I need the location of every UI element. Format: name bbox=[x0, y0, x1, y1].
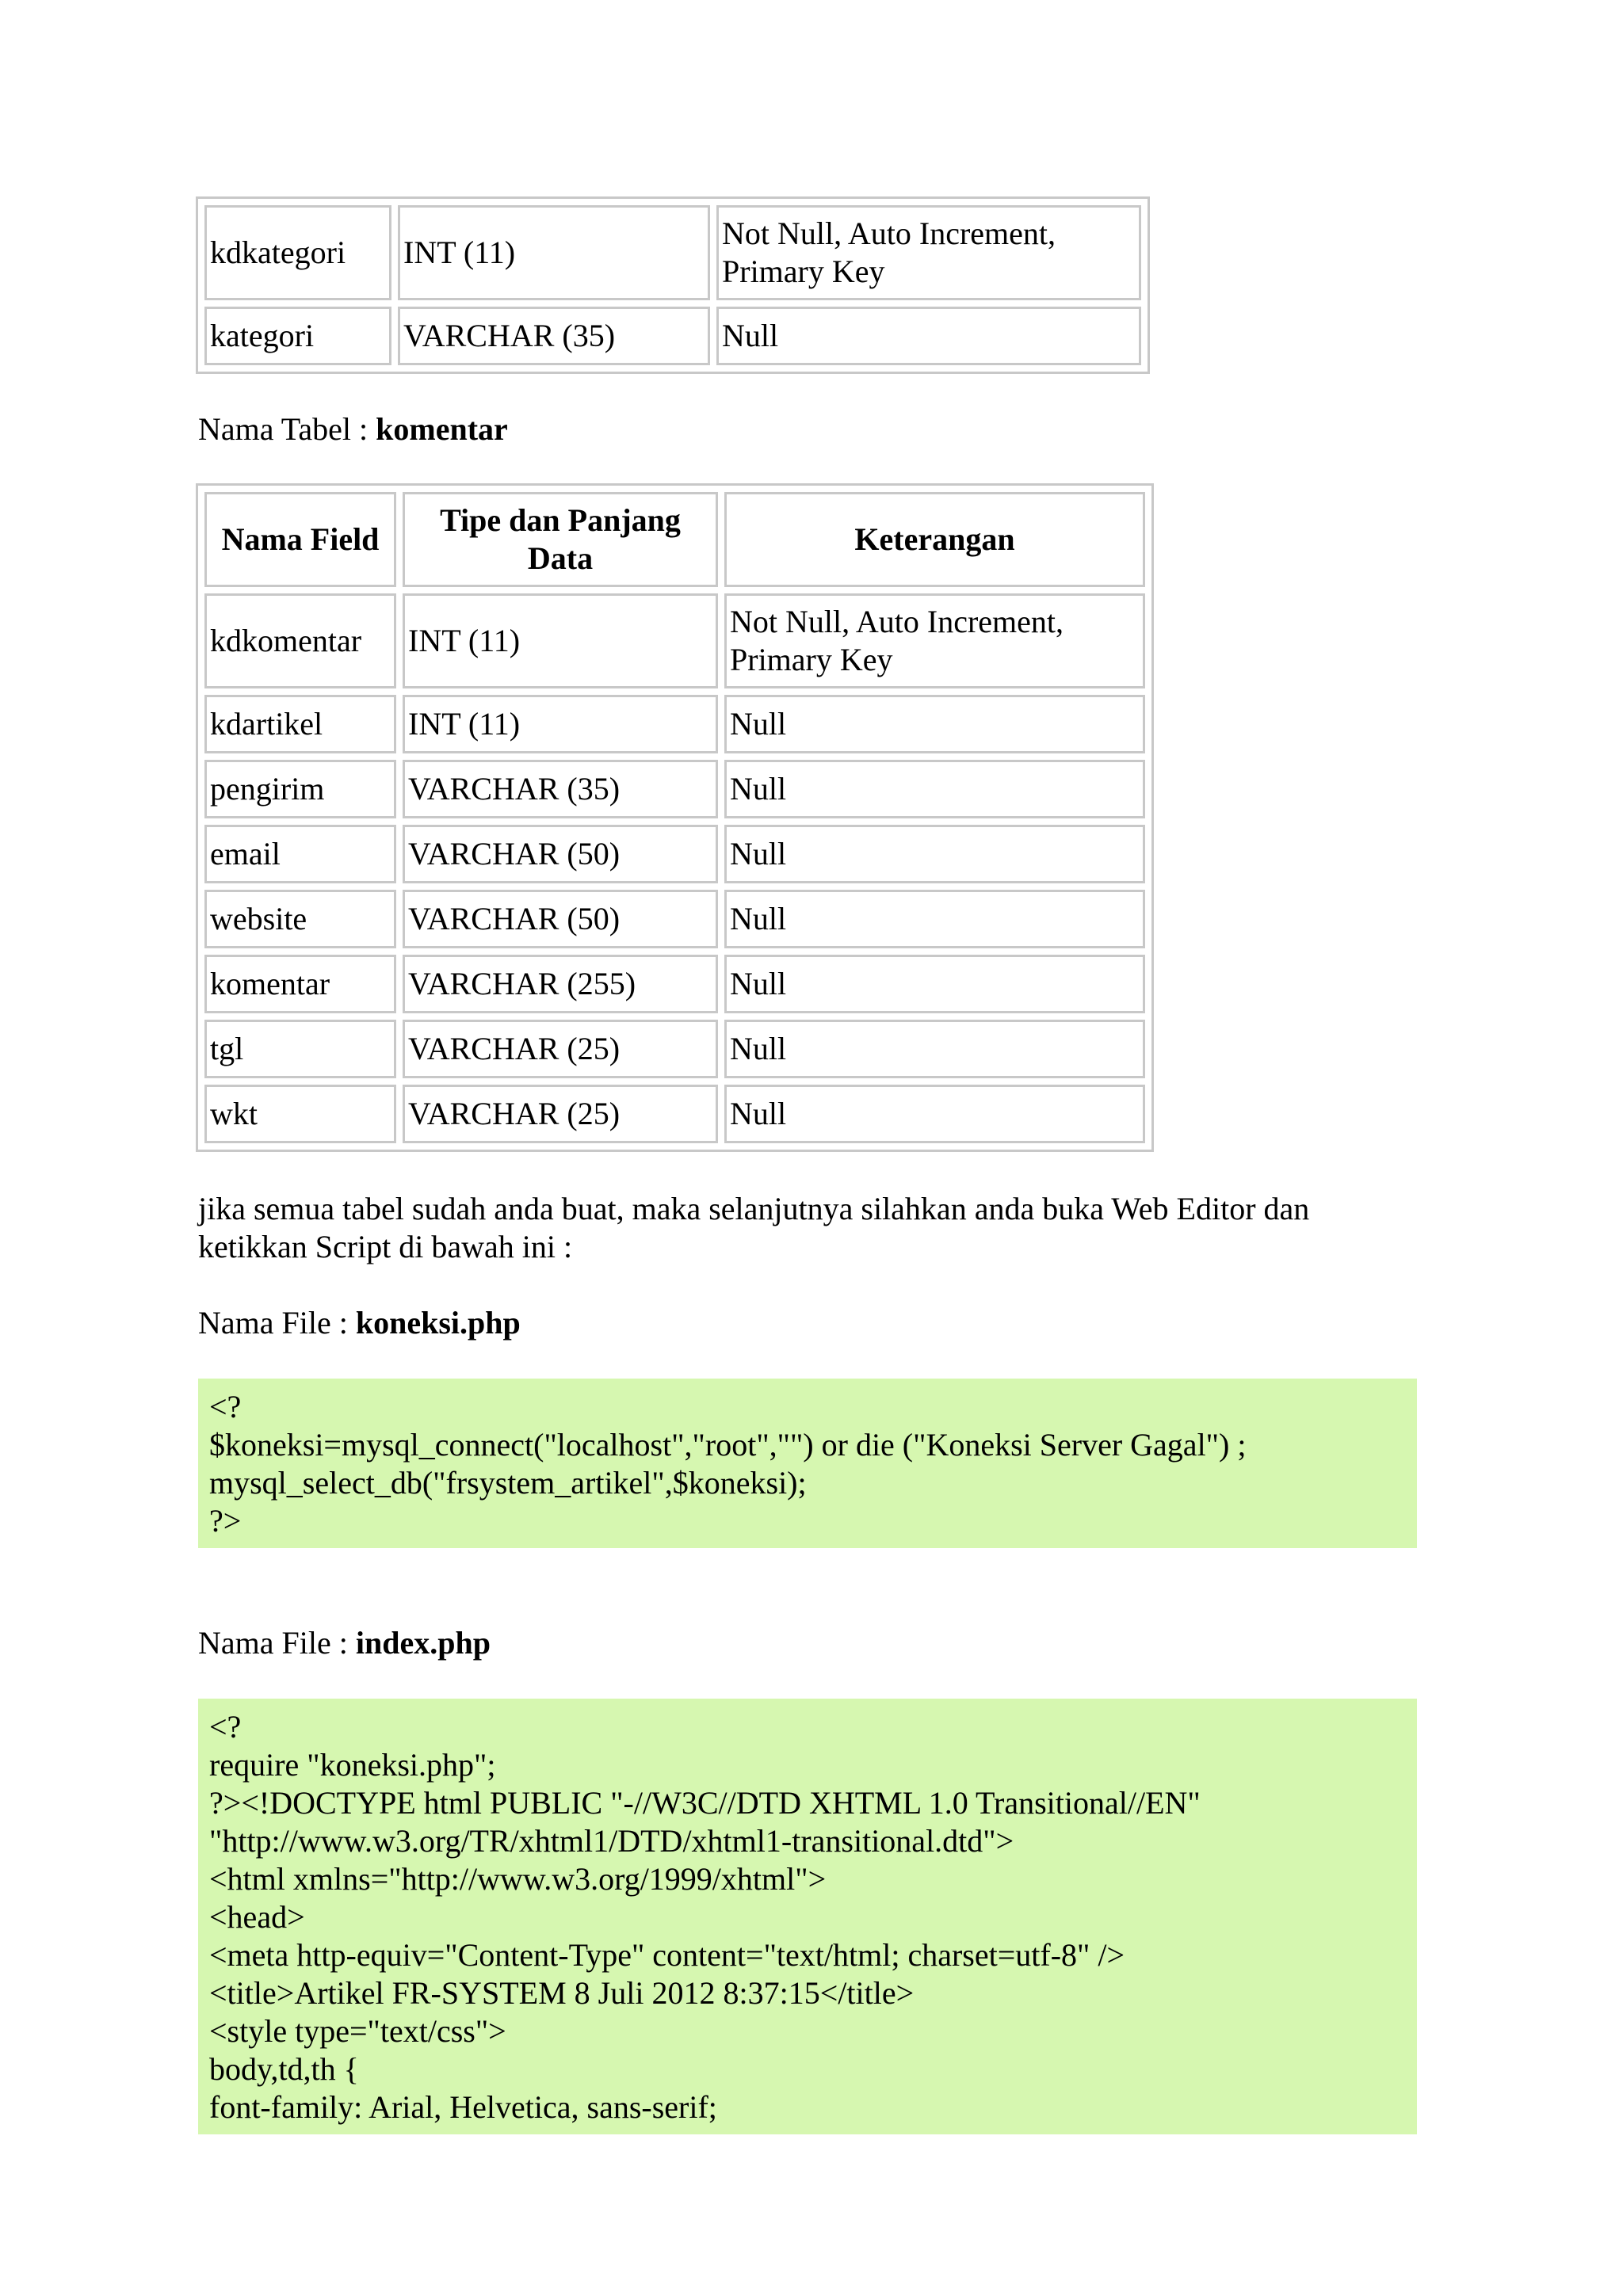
table-cell: Not Null, Auto Increment, Primary Key bbox=[724, 593, 1145, 688]
table-cell: komentar bbox=[204, 955, 396, 1013]
label-prefix: Nama File : bbox=[198, 1305, 356, 1341]
table-cell: kategori bbox=[204, 307, 391, 365]
table-cell: kdkategori bbox=[204, 205, 391, 300]
table-name-label bbox=[198, 410, 1419, 448]
komentar-table bbox=[196, 483, 1154, 1152]
table-cell: INT (11) bbox=[403, 695, 718, 753]
table-cell: Null bbox=[724, 890, 1145, 948]
document-page bbox=[198, 196, 1419, 2134]
table-row bbox=[204, 205, 1141, 300]
table-cell: VARCHAR (25) bbox=[403, 1020, 718, 1078]
table-row bbox=[204, 955, 1145, 1013]
label-prefix: Nama File : bbox=[198, 1625, 356, 1661]
table-cell: VARCHAR (35) bbox=[398, 307, 710, 365]
table-cell: INT (11) bbox=[403, 593, 718, 688]
code-block-koneksi: <? $koneksi=mysql_connect("localhost","root","") or die ("Koneksi Server Gagal") ; mysql_select_db("frsystem_artikel",$koneksi); ?> bbox=[198, 1379, 1417, 1548]
intro-paragraph: jika semua tabel sudah anda buat, maka selanjutnya silahkan anda buka Web Editor dan ketikkan Script di bawah ini : bbox=[198, 1191, 1310, 1264]
table-header-row bbox=[204, 492, 1145, 587]
table-cell: Null bbox=[724, 695, 1145, 753]
table-cell: kdkomentar bbox=[204, 593, 396, 688]
table-cell: pengirim bbox=[204, 760, 396, 818]
file-name-label bbox=[198, 1304, 1419, 1342]
table-cell: VARCHAR (50) bbox=[403, 825, 718, 883]
column-header: Nama Field bbox=[204, 492, 396, 587]
table-row bbox=[204, 825, 1145, 883]
table-cell: INT (11) bbox=[398, 205, 710, 300]
file-name-label bbox=[198, 1624, 1419, 1662]
file-name: index.php bbox=[355, 1625, 491, 1661]
table-cell: VARCHAR (25) bbox=[403, 1085, 718, 1143]
table-row bbox=[204, 1085, 1145, 1143]
table-cell: kdartikel bbox=[204, 695, 396, 753]
label-prefix: Nama Tabel : bbox=[198, 411, 376, 447]
table-cell: website bbox=[204, 890, 396, 948]
table-row bbox=[204, 760, 1145, 818]
table-cell: Null bbox=[724, 1020, 1145, 1078]
table-cell: VARCHAR (255) bbox=[403, 955, 718, 1013]
table-row bbox=[204, 593, 1145, 688]
table-cell: Null bbox=[716, 307, 1141, 365]
table-row bbox=[204, 307, 1141, 365]
table-cell: VARCHAR (35) bbox=[403, 760, 718, 818]
table-cell: Null bbox=[724, 760, 1145, 818]
table-row bbox=[204, 1020, 1145, 1078]
column-header: Tipe dan Panjang Data bbox=[403, 492, 718, 587]
kategori-table bbox=[196, 196, 1150, 374]
file-name: koneksi.php bbox=[355, 1305, 521, 1341]
table-cell: Null bbox=[724, 955, 1145, 1013]
table-row bbox=[204, 890, 1145, 948]
table-cell: Not Null, Auto Increment, Primary Key bbox=[716, 205, 1141, 300]
table-cell: Null bbox=[724, 825, 1145, 883]
column-header: Keterangan bbox=[724, 492, 1145, 587]
table-cell: VARCHAR (50) bbox=[403, 890, 718, 948]
code-block-index: <? require "koneksi.php"; ?><!DOCTYPE html PUBLIC "-//W3C//DTD XHTML 1.0 Transitional//EN" "http://www.w3.org/TR/xhtml1/DTD/xhtml1-transitional.dtd"> <html xmlns="http://www.w3.org/1999/xhtml"> <head> <meta http-equiv="Content-Type" content="text/html; charset=utf-8" /> <title>Artikel FR-SYSTEM 8 Juli 2012 8:37:15</title> <style type="text/css"> body,td,th { font-family: Arial, Helvetica, sans-serif; bbox=[198, 1699, 1417, 2134]
table-cell: email bbox=[204, 825, 396, 883]
table-row bbox=[204, 695, 1145, 753]
table-cell: tgl bbox=[204, 1020, 396, 1078]
table-name: komentar bbox=[376, 411, 508, 447]
table-cell: wkt bbox=[204, 1085, 396, 1143]
table-cell: Null bbox=[724, 1085, 1145, 1143]
